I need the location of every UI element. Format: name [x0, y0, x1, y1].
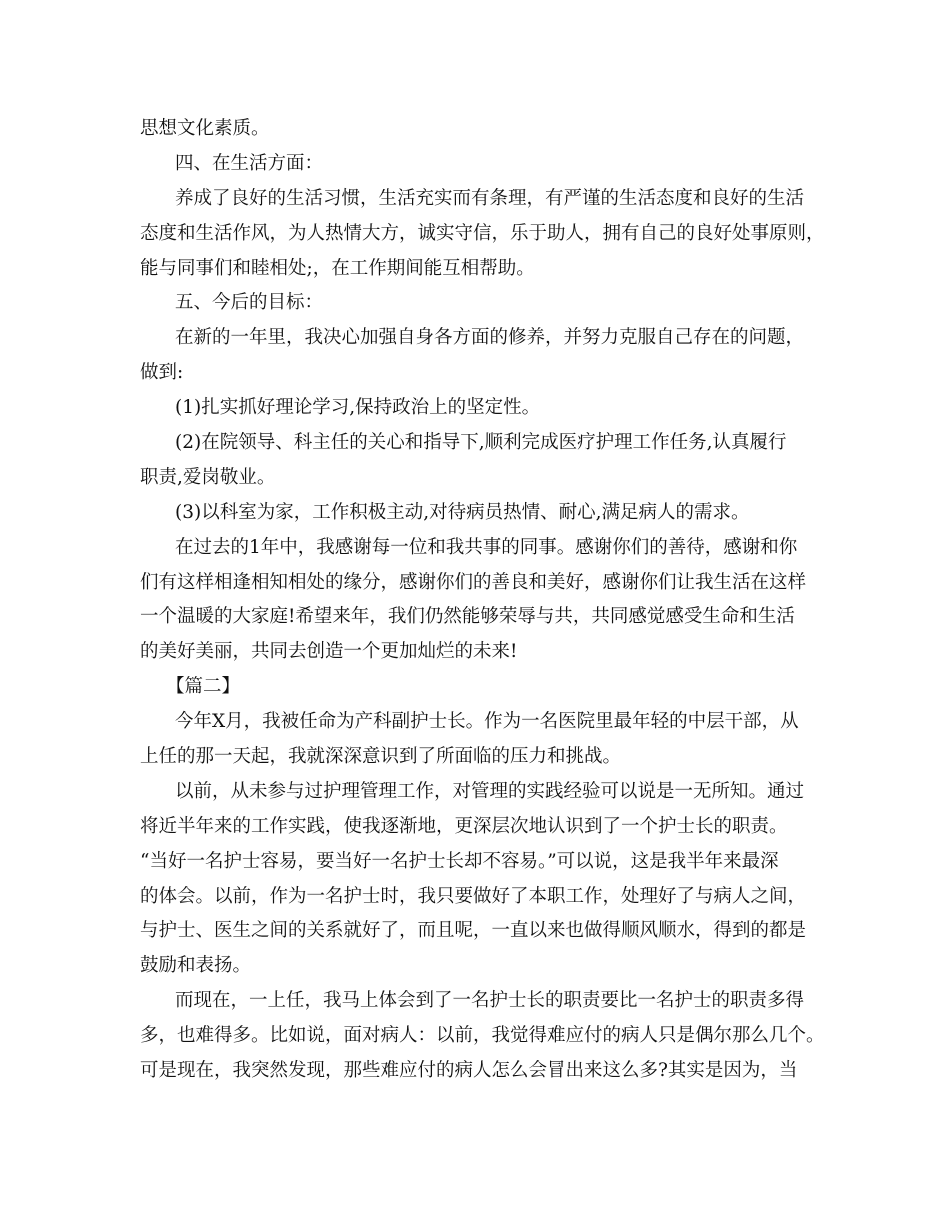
text-line: 职责,爱岗敬业。	[140, 466, 276, 488]
text-line: 而现在，一上任，我马上体会到了一名护士长的职责要比一名护士的职责多得	[175, 990, 805, 1012]
text-line: 能与同事们和睦相处;，在工作期间能互相帮助。	[140, 257, 535, 279]
text-line: 鼓励和表扬。	[140, 955, 252, 977]
text-line: 以前，从未参与过护理管理工作，对管理的实践经验可以说是一无所知。通过	[175, 780, 805, 802]
document-page	[140, 112, 830, 1089]
text-line: 做到:	[140, 362, 184, 384]
text-line: 在新的一年里，我决心加强自身各方面的修养，并努力克服自己存在的问题，	[175, 327, 805, 349]
text-line: 思想文化素质。	[140, 118, 270, 139]
text-line: 五、今后的目标：	[175, 292, 324, 314]
text-line: 在过去的1年中，我感谢每一位和我共事的同事。感谢你们的善待，感谢和你	[175, 536, 798, 558]
text-line: “当好一名护士容易，要当好一名护士长却不容易。”可以说，这是我半年来最深	[140, 850, 779, 872]
text-line: (3)以科室为家，工作积极主动,对待病员热情、耐心,满足病人的需求。	[175, 501, 750, 523]
text-line: 四、在生活方面：	[175, 152, 324, 174]
text-line: 一个温暖的大家庭!希望来年，我们仍然能够荣辱与共，共同感觉感受生命和生活	[140, 606, 795, 628]
text-line: 将近半年来的工作实践，使我逐渐地，更深层次地认识到了一个护士长的职责。	[140, 815, 788, 837]
text-line: (1)扎实抓好理论学习,保持政治上的坚定性。	[175, 397, 541, 419]
text-line: 养成了良好的生活习惯，生活充实而有条理，有严谨的生活态度和良好的生活	[175, 187, 805, 209]
text-line: 今年X月，我被任命为产科副护士长。作为一名医院里最年轻的中层干部，从	[175, 711, 799, 733]
text-line: 与护士、医生之间的关系就好了，而且呢，一直以来也做得顺风顺水，得到的都是	[140, 920, 807, 942]
text-line: 上任的那一天起，我就深深意识到了所面临的压力和挑战。	[140, 746, 622, 768]
text-line: 的美好美丽，共同去创造一个更加灿烂的未来!	[140, 641, 518, 663]
text-line: (2)在院领导、科主任的关心和指导下,顺利完成医疗护理工作任务,认真履行	[175, 432, 787, 454]
text-line: 的体会。以前，作为一名护士时，我只要做好了本职工作，处理好了与病人之间，	[140, 885, 807, 907]
text-line: 多，也难得多。比如说，面对病人：以前，我觉得难应付的病人只是偶尔那么几个。	[140, 1025, 825, 1047]
text-line: 态度和生活作风，为人热情大方，诚实守信，乐于助人，拥有自己的良好处事原则，	[140, 222, 825, 244]
text-line: 们有这样相逢相知相处的缘分，感谢你们的善良和美好，感谢你们让我生活在这样	[140, 571, 807, 593]
section-heading: 【篇二】	[166, 676, 241, 698]
text-line: 可是现在，我突然发现，那些难应付的病人怎么会冒出来这么多?其实是因为，当	[140, 1060, 798, 1082]
